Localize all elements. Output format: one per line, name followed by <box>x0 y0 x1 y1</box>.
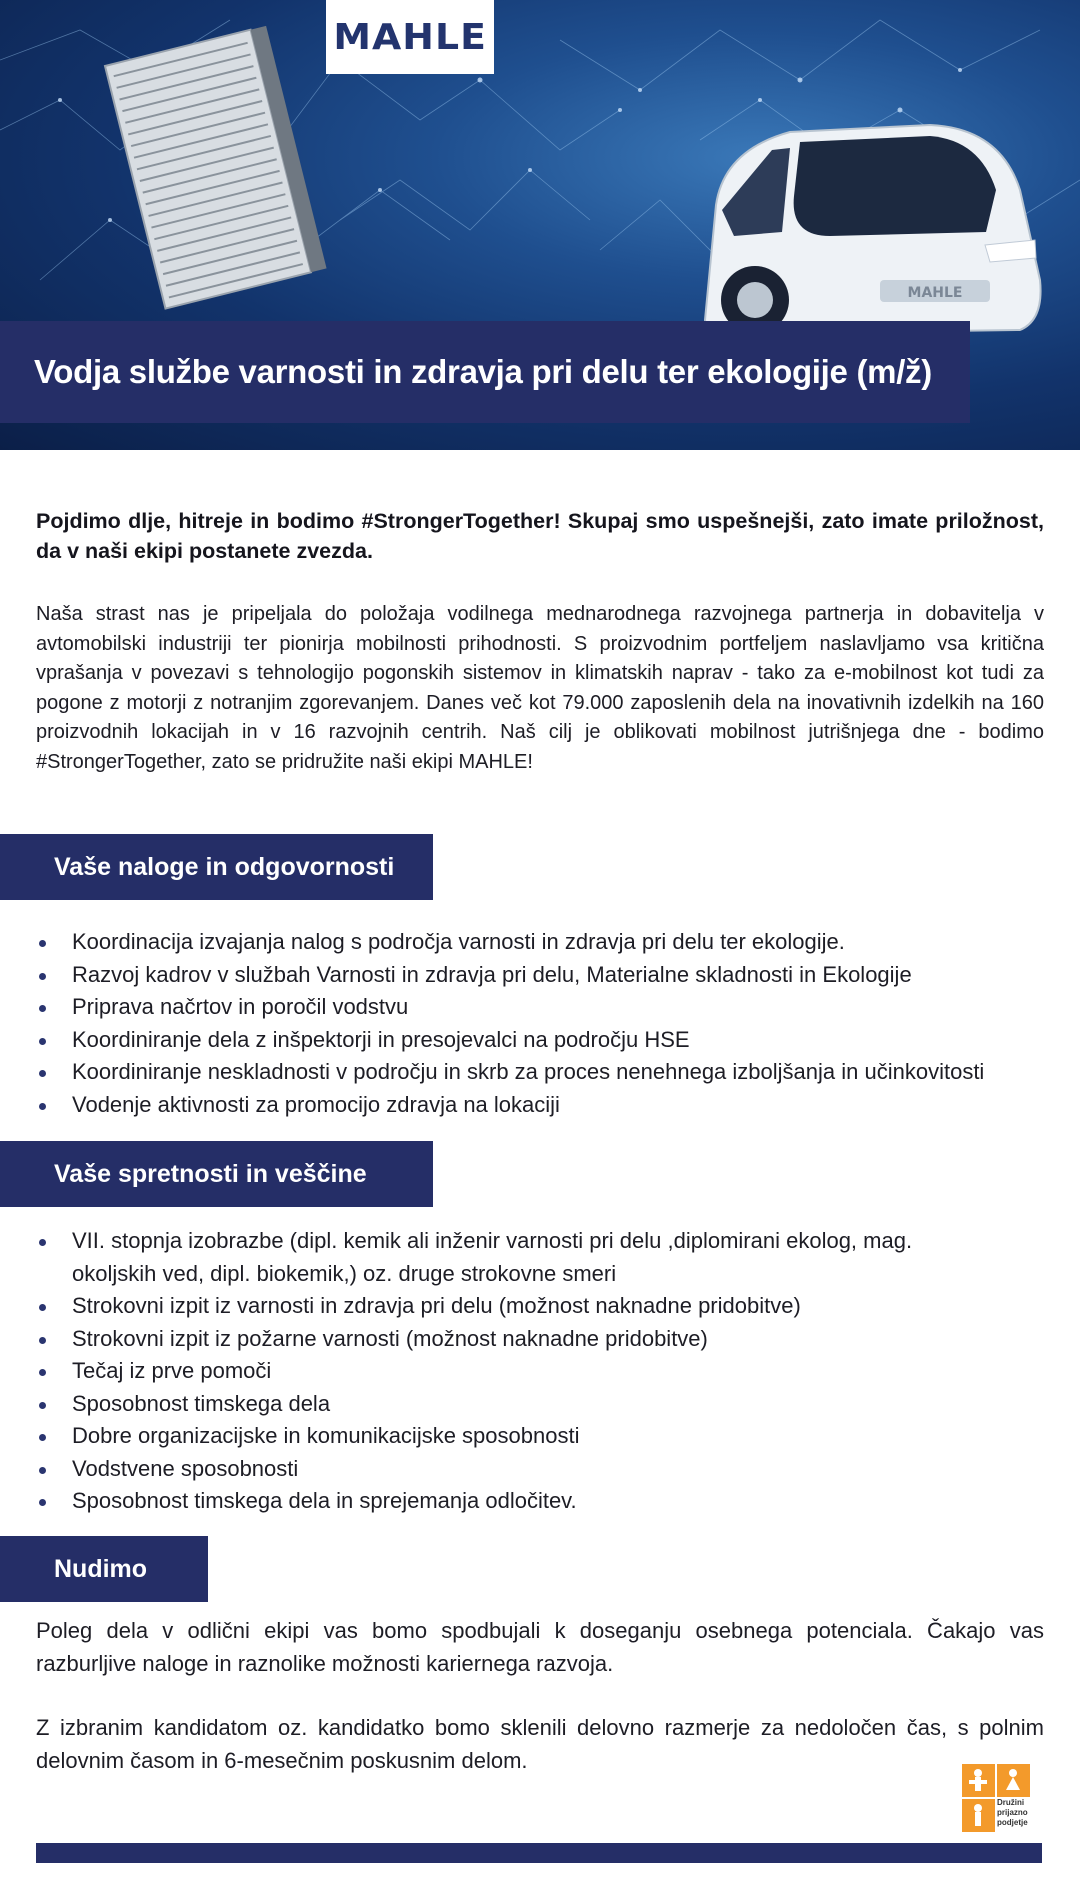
intro-body: Naša strast nas je pripeljala do položaja vodilnega mednarodnega razvojnega partnerja in dobavitelja v avtomobilski industriji ter pionirja mobilnosti prihodnosti. S proizvodnim portfeljem naslavljamo vsa kritična vprašanja v povezavi s tehnologijo pogonskih sistemov in klimatskih naprav - tako za e-mobilnost kot tudi za pogone z motorji z notranjim zgorevanjem. Danes več kot 79.000 zaposlenih dela na inovativnih izdelkih na 160 proizvodnih lokacijah in v 16 razvojnih centrih. Naš cilj je oblikovati mobilnost jutrišnjega dne - bodimo #StrongerTogether, zato se pridružite naši ekipi MAHLE! <box>36 603 1044 773</box>
list-item: Strokovni izpit iz požarne varnosti (možnost naknadne pridobitve) <box>36 1323 976 1356</box>
list-item: Vodstvene sposobnosti <box>36 1453 976 1486</box>
filter-graphic <box>105 26 327 309</box>
svg-text:MAHLE: MAHLE <box>907 285 963 301</box>
section-title: Vaše spretnosti in veščine <box>54 1159 367 1188</box>
section-title: Nudimo <box>54 1554 148 1583</box>
skills-list <box>36 1225 976 1518</box>
logo-text: MAHLE <box>333 16 487 58</box>
list-item: Priprava načrtov in poročil vodstvu <box>36 991 1046 1024</box>
hero-banner <box>0 0 1080 450</box>
footer-bar <box>36 1843 1042 1863</box>
intro-lead: Pojdimo dlje, hitreje in bodimo #StrongerTogether! Skupaj smo uspešnejši, zato imate priložnost, da v naši ekipi postanete zvezda. <box>36 509 1044 563</box>
list-item: Sposobnost timskega dela <box>36 1388 976 1421</box>
list-item: Koordiniranje neskladnosti v področju in skrb za proces nenehnega izboljšanja in učinkovitosti <box>36 1056 1046 1089</box>
list-item: Tečaj iz prve pomoči <box>36 1355 976 1388</box>
list-item: VII. stopnja izobrazbe (dipl. kemik ali inženir varnosti pri delu ,diplomirani ekolog, mag. okoljskih ved, dipl. biokemik,) oz. druge strokovne smeri <box>36 1225 976 1290</box>
list-item: Razvoj kadrov v službah Varnosti in zdravja pri delu, Materialne skladnosti in Ekologije <box>36 959 1046 992</box>
offer-paragraph-1: Poleg dela v odlični ekipi vas bomo spodbujali k doseganju osebnega potenciala. Čakajo vas razburljive naloge in raznolike možnosti kariernega razvoja. <box>36 1618 1044 1676</box>
job-title-bar <box>0 321 970 423</box>
mahle-logo[interactable] <box>326 0 494 74</box>
job-title: Vodja službe varnosti in zdravja pri delu ter ekologije (m/ž) <box>34 353 932 390</box>
badge-label: Družini prijazno podjetje <box>997 1798 1028 1827</box>
car-graphic <box>705 125 1041 334</box>
list-item: Vodenje aktivnosti za promocijo zdravja na lokaciji <box>36 1089 1046 1122</box>
offer-paragraph-2: Z izbranim kandidatom oz. kandidatko bomo sklenili delovno razmerje za nedoločen čas, s polnim delovnim časom in 6-mesečnim poskusnim delom. <box>36 1715 1044 1773</box>
list-item: Koordiniranje dela z inšpektorji in presojevalci na področju HSE <box>36 1024 1046 1057</box>
section-header-skills <box>0 1141 433 1207</box>
list-item: Koordinacija izvajanja nalog s področja varnosti in zdravja pri delu ter ekologije. <box>36 926 1046 959</box>
tasks-list <box>36 926 1046 1121</box>
list-item: Dobre organizacijske in komunikacijske sposobnosti <box>36 1420 976 1453</box>
section-title: Vaše naloge in odgovornosti <box>54 852 395 881</box>
section-header-tasks <box>0 834 433 900</box>
list-item: Strokovni izpit iz varnosti in zdravja pri delu (možnost naknadne pridobitve) <box>36 1290 976 1323</box>
section-header-offer <box>0 1536 208 1602</box>
list-item: Sposobnost timskega dela in sprejemanja odločitev. <box>36 1485 976 1518</box>
